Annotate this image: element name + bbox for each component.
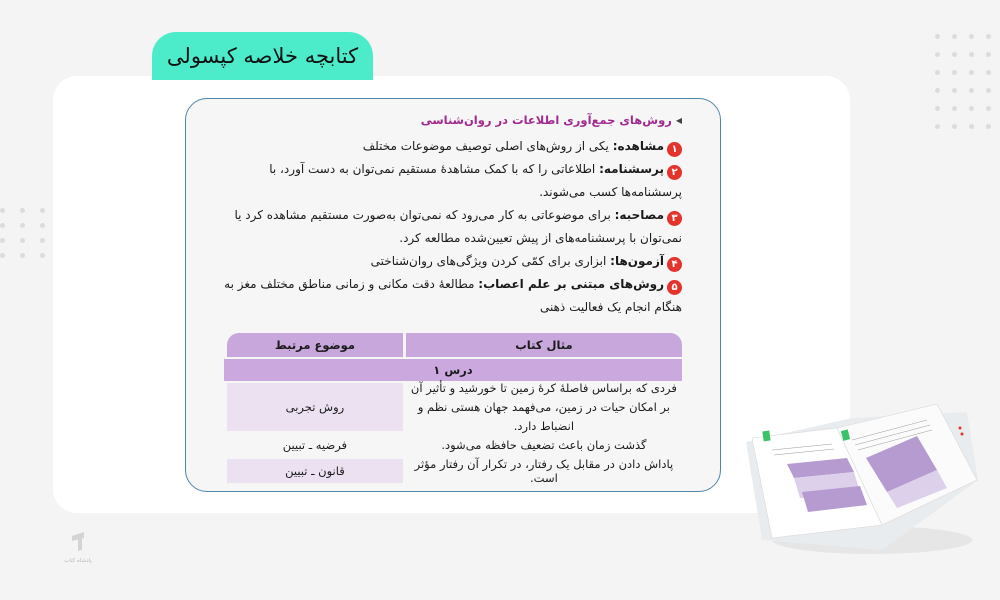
- table-row: [227, 380, 682, 433]
- list-item: ۲پرسشنامه: اطلاعاتی را که با کمک مشاهدهٔ مستقیم نمی‌توان به دست آورد، با پرسشنامه‌ها کسب می‌شوند.: [269, 162, 682, 199]
- number-badge: ۱: [667, 142, 682, 157]
- example-cell: پاداش دادن در مقابل یک رفتار، در تکرار آن رفتار مؤثر است.: [414, 457, 674, 485]
- number-badge: ۴: [667, 257, 682, 272]
- example-table: [227, 333, 682, 483]
- table-row: [227, 433, 682, 457]
- number-badge: ۲: [667, 165, 682, 180]
- open-book-illustration: [742, 400, 982, 570]
- example-cell: گذشت زمان باعث تضعیف حافظه می‌شود.: [441, 438, 647, 452]
- decorative-dot-grid: [935, 34, 991, 129]
- list-item: ۱مشاهده: یکی از روش‌های اصلی توصیف موضوعات مختلف: [218, 135, 682, 158]
- number-badge: ۵: [667, 280, 682, 295]
- brand-logo: پادشاه کتاب: [58, 530, 98, 564]
- list-item: ۳مصاحبه: برای موضوعاتی به کار می‌رود که نمی‌توان به‌صورت مستقیم مشاهده کرد یا نمی‌توان با پرسشنامه‌های از پیش تعیین‌شده مطالعه کرد.: [234, 208, 682, 245]
- triangle-bullet-icon: ◀: [675, 115, 682, 125]
- column-header: موضوع مرتبط: [227, 333, 403, 357]
- table-row: [227, 459, 682, 483]
- lesson-row: درس ۱: [224, 359, 682, 381]
- section-title: ◀ روش‌های جمع‌آوری اطلاعات در روان‌شناسی: [420, 113, 682, 127]
- decorative-dot-grid: [0, 208, 45, 258]
- number-badge: ۳: [667, 211, 682, 226]
- logo-mark-icon: [68, 530, 88, 552]
- column-header: مثال کتاب: [406, 333, 682, 357]
- table-header-row: [227, 333, 682, 357]
- example-cell: فردی که براساس فاصلهٔ کرهٔ زمین تا خورشید و تأثیر آن بر امکان حیات در زمین، می‌فهمد جهان هستی نظم و انضباط دارد.: [410, 380, 677, 433]
- topic-cell: قانون ـ تبیین: [227, 459, 403, 483]
- list-item: ۴آزمون‌ها: ابزاری برای کمّی کردن ویژگی‌های روان‌شناختی: [218, 250, 682, 273]
- topic-cell: روش تجربی: [227, 383, 403, 431]
- list-item: ۵روش‌های مبتنی بر علم اعصاب: مطالعهٔ دقت مکانی و زمانی مناطق مختلف مغز به هنگام انجام یک فعالیت ذهنی: [224, 277, 682, 314]
- book-page-sample: [185, 98, 721, 492]
- page-title: کتابچه خلاصه کپسولی: [152, 32, 373, 80]
- topic-cell: فرضیه ـ تبیین: [282, 438, 348, 452]
